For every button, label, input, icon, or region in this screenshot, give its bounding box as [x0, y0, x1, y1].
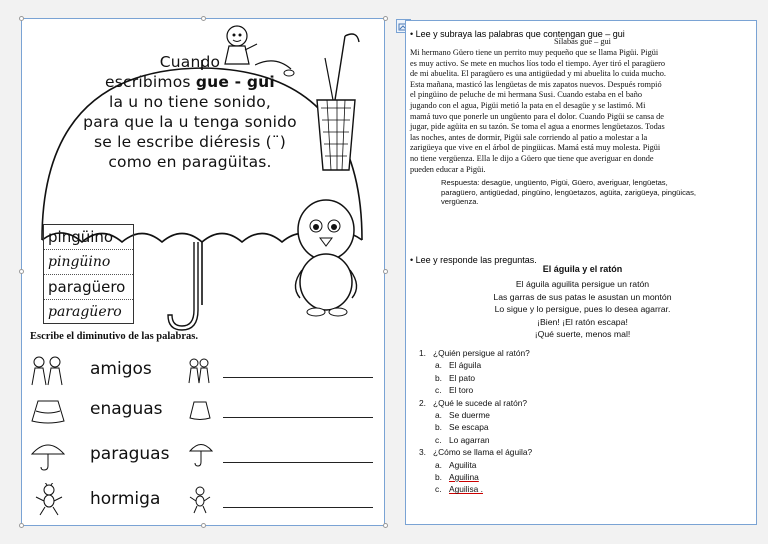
resize-handle-mr[interactable]	[383, 269, 388, 274]
umbrella-small-icon	[30, 440, 66, 472]
paragraph-line: el pingüino de peluche de mi hermana Susi. Cuando estaba en el baño	[410, 90, 643, 100]
poem-line: El águila aguilita persigue un ratón	[515, 279, 650, 289]
word-practice-script-1: pingüino	[44, 250, 133, 275]
paragraph-line: mamá tuvo que ponerle un ungüento para el dolor. Cuando Pigüi se cansa de	[410, 111, 664, 121]
rule-line-1: Cuando	[159, 53, 221, 71]
exercise-row-hormiga	[28, 485, 378, 515]
poem-line: ¡Qué suerte, menos mal!	[534, 329, 631, 339]
word-enaguas: enaguas	[90, 399, 163, 419]
paragraph-line: Esta mañana, masticó las lengüetas de mis zapatos nuevos. Después rompió	[410, 79, 662, 89]
rule-line-2: escribimos gue - gui	[105, 73, 275, 91]
resize-handle-tc[interactable]	[201, 16, 206, 21]
question-1-option-a: a. El águila	[435, 360, 482, 371]
word-practice-box	[43, 224, 134, 324]
question-2-option-c: c. Lo agarran	[435, 434, 490, 445]
paragraph-line: jugar, pide agüita en su tazón. Se toma el agua a enormes lengüetazos. Todas	[410, 122, 665, 132]
word-practice-print-1: pingüino	[44, 225, 133, 250]
resize-handle-bc[interactable]	[201, 523, 206, 528]
question-3-option-b: b. Aguilina	[435, 472, 479, 483]
rule-line-6: como en paragüitas.	[108, 153, 272, 171]
word-amigos: amigos	[90, 359, 152, 379]
umbrella-stand-icon	[305, 28, 367, 176]
question-1: 1. ¿Quién persigue al ratón?	[419, 348, 530, 358]
poem-title: El águila y el ratón	[542, 264, 623, 274]
word-paraguas: paraguas	[90, 444, 170, 464]
exercise-row-amigos	[28, 355, 378, 385]
paragraph-line: Mi hermano Güero tiene un perrito muy pequeño que se llama Pigüi. Pigüi	[410, 48, 659, 57]
answer-key-line: vergüenza.	[441, 197, 479, 206]
paragraph-line: es muy activo. Se mete en muchos líos todo el tiempo. Ayer tiró el paragüero	[410, 58, 665, 68]
question-2-option-b: b. Se escapa	[435, 422, 489, 433]
resize-handle-bl[interactable]	[19, 523, 24, 528]
umbrella-tiny-icon	[188, 440, 214, 468]
paragraph-line: de mi abuelita. El paragüero es una antigüedad y mi abuelita lo cuida mucho.	[410, 69, 666, 79]
rule-line-4: para que la u tenga sonido	[83, 113, 297, 131]
exercise-row-paraguas	[28, 440, 378, 470]
answer-key-line: Respuesta: desagüe, ungüento, Pigüi, Güero, averiguar, lengüetas,	[441, 178, 668, 187]
petticoat-small-icon	[188, 399, 212, 421]
rule-line-5: se le escribe diéresis (¨)	[93, 133, 287, 151]
word-hormiga: hormiga	[90, 489, 161, 509]
word-practice-script-2: paragüero	[48, 304, 122, 320]
question-3-option-a: a. Aguilita	[435, 459, 477, 470]
poem-line: Lo sigue y lo persigue, pues lo desea agarrar.	[494, 304, 671, 314]
poem-line: Las garras de sus patas le asustan un montón	[493, 291, 672, 302]
diminutive-instruction: Escribe el diminutivo de las palabras.	[30, 331, 199, 342]
resize-handle-br[interactable]	[383, 523, 388, 528]
answer-line-paraguas[interactable]	[223, 462, 373, 463]
word-practice-print-2: paragüero	[44, 275, 133, 300]
answer-line-hormiga[interactable]	[223, 507, 373, 508]
task1-heading: • Lee y subraya las palabras que contengan gue – gui	[410, 29, 625, 39]
ant-small-icon	[188, 485, 212, 515]
paragraph-line: zarigüeya que vive en el árbol de pingüicas. Mamá está muy molesta. Pigüi	[410, 143, 661, 153]
story-paragraph	[410, 48, 755, 175]
paragraph-line: pueden educar a Pigüi.	[410, 164, 486, 174]
paragraph-line: no tiene vergüenza. Ella le dijo a Güero que tiene que averiguar en donde	[410, 153, 654, 163]
ant-icon	[32, 483, 66, 517]
answer-line-enaguas[interactable]	[223, 417, 373, 418]
resize-handle-tl[interactable]	[19, 16, 24, 21]
exercise-row-enaguas	[28, 395, 378, 425]
friends-small-icon	[186, 357, 212, 385]
friends-icon	[28, 355, 68, 387]
resize-handle-tr[interactable]	[383, 16, 388, 21]
petticoat-icon	[30, 397, 66, 425]
paragraph-line: las noches, antes de dormir, Pigüi sale corriendo al patio a molestar a la	[410, 132, 648, 142]
poem	[410, 278, 755, 341]
question-1-option-b: b. El pato	[435, 372, 476, 383]
answer-key-line: paragüero, antigüedad, pingüino, lengüetazos, agüita, zarigüeya, pingüicas,	[441, 187, 696, 197]
questions-list	[419, 347, 749, 496]
answer-key	[441, 178, 751, 207]
syllables-subtitle: Sílabas gue – gui	[554, 37, 611, 46]
paragraph-line: jugando con el agua, Pigüi metió la pata en el desagüe y se lastimó. Mi	[410, 100, 646, 110]
question-2-option-a: a. Se duerme	[435, 410, 490, 421]
rule-line-3: la u no tiene sonido,	[108, 93, 272, 111]
answer-line-amigos[interactable]	[223, 377, 373, 378]
question-3-option-c: c. Aguilisa .	[435, 484, 483, 495]
penguin-icon	[288, 190, 366, 320]
cartoon-boy-legs-icon	[255, 55, 295, 81]
task2-heading: • Lee y responde las preguntas.	[410, 255, 537, 265]
question-2: 2. ¿Qué le sucede al ratón?	[419, 397, 528, 408]
question-3: 3. ¿Cómo se llama el águila?	[419, 447, 533, 458]
question-1-option-c: c. El toro	[435, 385, 474, 396]
poem-line: ¡Bien! ¡El ratón escapa!	[537, 316, 628, 327]
